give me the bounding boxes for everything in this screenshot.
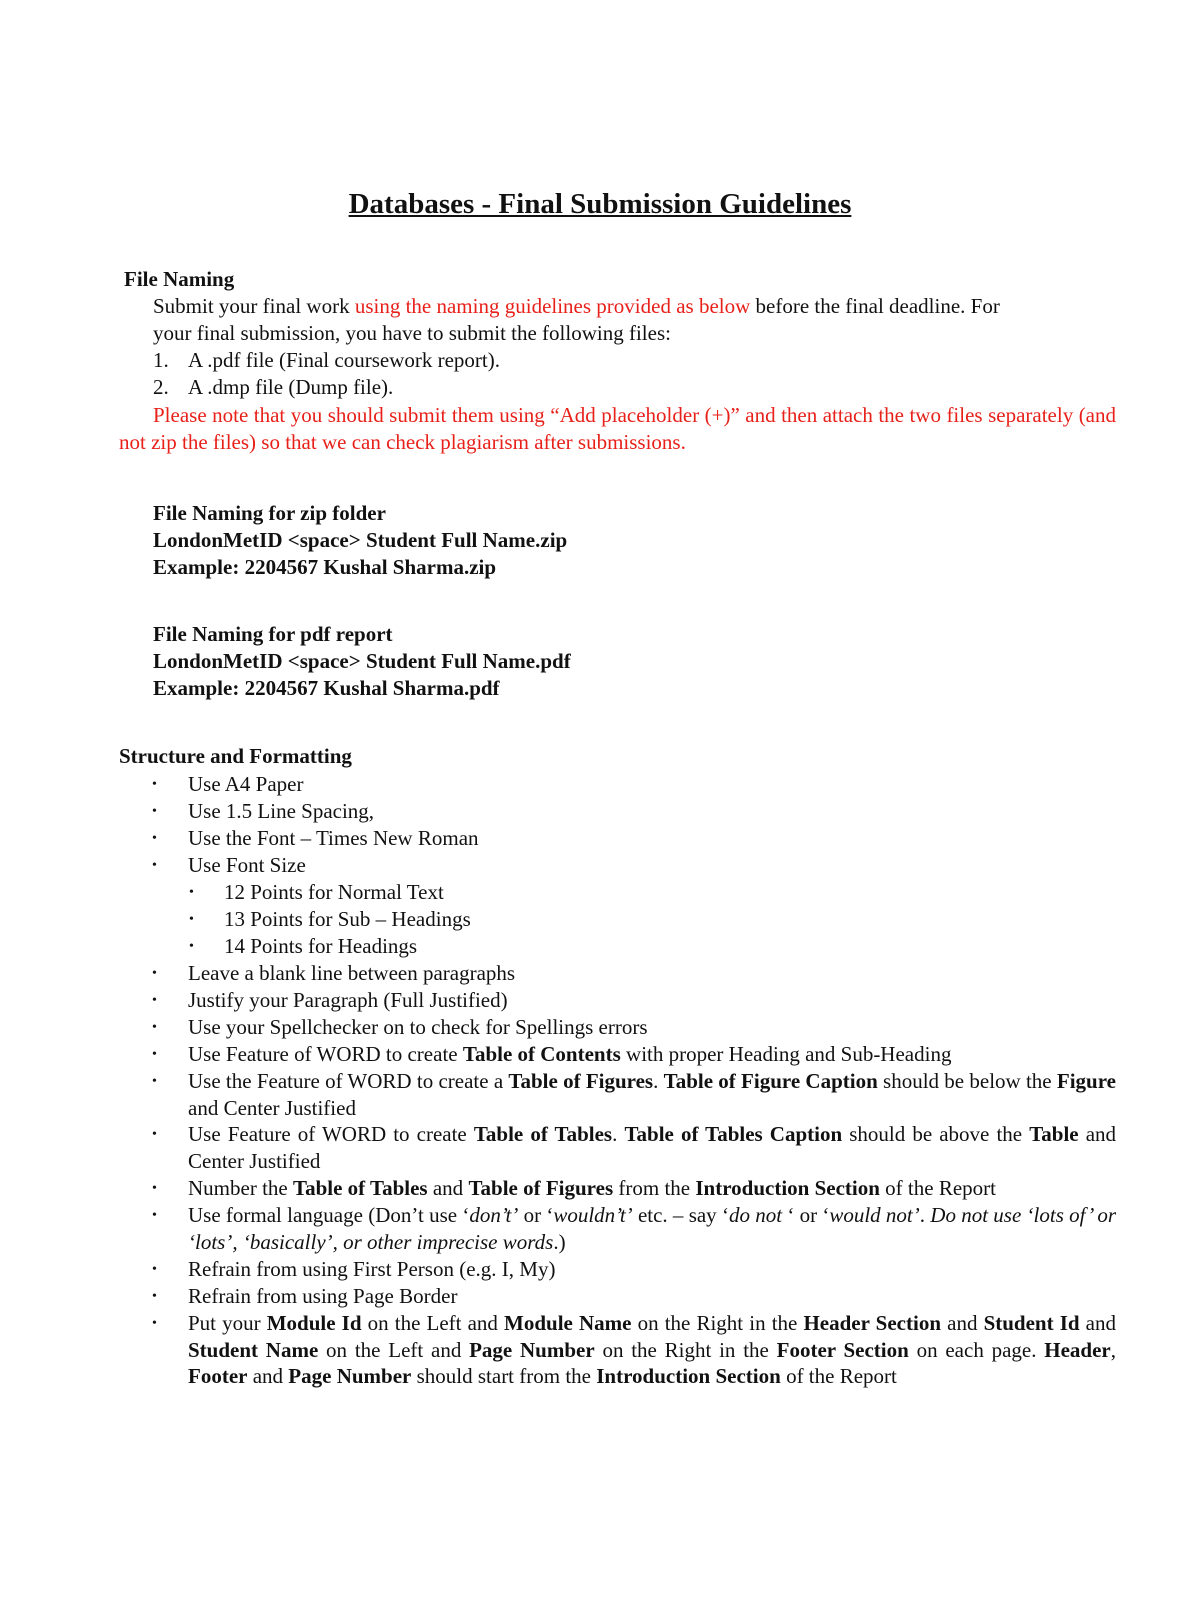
text-run-italic: don’t’ <box>469 1203 519 1227</box>
submission-note <box>119 402 1116 455</box>
pdf-naming-example: Example: 2204567 Kushal Sharma.pdf <box>153 676 500 700</box>
list-number-1: 1. <box>153 348 169 372</box>
text-run: with proper Heading and Sub-Heading <box>620 1042 952 1066</box>
bullet-marker: • <box>152 1181 157 1196</box>
bullet-blank-line: Leave a blank line between paragraphs <box>188 961 516 985</box>
file-naming-intro-line1 <box>153 293 1000 320</box>
bullet-marker: • <box>152 1074 157 1089</box>
bullet-table-of-contents <box>188 1041 951 1068</box>
text-run: should be below the <box>877 1069 1057 1093</box>
text-run: or ‘ <box>518 1203 554 1227</box>
text-run: Use the Feature of WORD to create a <box>188 1069 509 1093</box>
file-naming-heading: File Naming <box>124 267 235 291</box>
intro-text-red: using the naming guidelines provided as below <box>354 294 751 318</box>
text-run-bold: Table of Tables Caption <box>624 1122 843 1146</box>
bullet-marker: • <box>152 966 157 981</box>
bullet-page-border: Refrain from using Page Border <box>188 1284 458 1308</box>
bullet-header-footer <box>188 1310 1116 1390</box>
text-run: on each page. <box>908 1337 1045 1362</box>
bullet-table-of-figures <box>188 1068 1116 1121</box>
text-run-bold: Introduction Section <box>695 1176 880 1200</box>
text-run: should start from the <box>411 1364 597 1388</box>
bullet-marker: • <box>152 1262 157 1277</box>
zip-naming-example: Example: 2204567 Kushal Sharma.zip <box>153 555 497 579</box>
bullet-marker: • <box>152 1020 157 1035</box>
text-run: on the Left and <box>318 1337 470 1362</box>
text-run: and <box>941 1311 984 1335</box>
page-title: Databases - Final Submission Guidelines <box>348 188 852 220</box>
text-run-bold: Page Number <box>288 1364 412 1388</box>
text-run: . <box>612 1122 625 1146</box>
text-run: and Center Justified <box>188 1122 1117 1173</box>
list-number-2: 2. <box>153 375 169 399</box>
text-run: of the Report <box>780 1364 897 1388</box>
bullet-font: Use the Font – Times New Roman <box>188 826 479 850</box>
text-run-bold: Student Id <box>983 1311 1080 1335</box>
bullet-marker: • <box>152 804 157 819</box>
text-run-bold: Page Number <box>469 1337 595 1362</box>
submission-note-line1: Please note that you should submit them using “Add placeholder (+)” and then attach the two files <box>153 403 983 427</box>
bullet-justify: Justify your Paragraph (Full Justified) <box>188 988 508 1012</box>
text-run: ‘ or ‘ <box>782 1203 830 1227</box>
sub-bullet-marker: • <box>189 939 194 954</box>
intro-text-b: before the final deadline. For <box>750 294 1000 318</box>
text-run-bold: Module Name <box>504 1311 632 1335</box>
text-run-italic: Do not use ‘lots of’ or ‘lots’, ‘basically’, or other imprecise words <box>188 1203 1117 1254</box>
sub-bullet-sub-headings: 13 Points for Sub – Headings <box>224 907 471 931</box>
bullet-spellchecker: Use your Spellchecker on to check for Spellings errors <box>188 1015 648 1039</box>
text-run: .) <box>553 1229 566 1254</box>
bullet-marker: • <box>152 1316 157 1331</box>
text-run: . <box>653 1069 664 1093</box>
text-run-bold: Table of Tables <box>292 1176 428 1200</box>
text-run: Use Feature of WORD to create <box>188 1042 463 1066</box>
text-run: Use formal language (Don’t use ‘ <box>188 1203 470 1227</box>
structure-heading: Structure and Formatting <box>119 744 352 768</box>
text-run: and Center Justified <box>188 1095 356 1120</box>
sub-bullet-marker: • <box>189 885 194 900</box>
bullet-font-size: Use Font Size <box>188 853 306 877</box>
bullet-marker: • <box>152 1208 157 1223</box>
bullet-formal-language <box>188 1202 1116 1255</box>
pdf-naming-heading: File Naming for pdf report <box>153 622 393 646</box>
text-run-bold: Student Name <box>188 1337 319 1362</box>
text-run-bold: Footer <box>188 1364 248 1388</box>
text-run: Put your <box>188 1311 267 1335</box>
text-run: from the <box>613 1176 696 1200</box>
text-run: , <box>1110 1337 1116 1362</box>
text-run: and <box>1079 1311 1116 1335</box>
text-run-italic: wouldn’t’ <box>553 1203 633 1227</box>
bullet-marker: • <box>152 1127 157 1142</box>
text-run: . <box>919 1203 931 1227</box>
bullet-marker: • <box>152 831 157 846</box>
text-run: of the Report <box>879 1176 996 1200</box>
text-run-bold: Table of Contents <box>462 1042 621 1066</box>
zip-naming-pattern: LondonMetID <space> Student Full Name.zip <box>153 528 568 552</box>
text-run-bold: Introduction Section <box>596 1364 781 1388</box>
text-run-bold: Table of Tables <box>473 1122 613 1146</box>
text-run-bold: Table <box>1029 1122 1079 1146</box>
text-run: on the Right in the <box>594 1337 777 1362</box>
bullet-marker: • <box>152 777 157 792</box>
bullet-numbering <box>188 1175 996 1202</box>
text-run-italic: do not <box>728 1203 783 1227</box>
text-run: Number the <box>188 1176 293 1200</box>
text-run-italic: would not’ <box>829 1203 920 1227</box>
bullet-marker: • <box>152 858 157 873</box>
bullet-first-person: Refrain from using First Person (e.g. I, My) <box>188 1257 556 1281</box>
text-run: Use Feature of WORD to create <box>188 1122 474 1146</box>
text-run: on the Right in the <box>631 1311 804 1335</box>
text-run-bold: Footer Section <box>776 1337 909 1362</box>
text-run-bold: Header <box>1044 1337 1111 1362</box>
bullet-marker: • <box>152 1047 157 1062</box>
text-run: and <box>247 1364 289 1388</box>
submission-note-line2: separately (and not zip the files) so that we can check plagiarism after submissions. <box>119 403 1117 454</box>
intro-text-a: Submit your final work <box>153 294 355 318</box>
text-run-bold: Module Id <box>266 1311 362 1335</box>
bullet-marker: • <box>152 993 157 1008</box>
text-run: etc. – say ‘ <box>632 1203 729 1227</box>
bullet-table-of-tables <box>188 1121 1116 1174</box>
text-run-bold: Header Section <box>803 1311 942 1335</box>
text-run: should be above the <box>842 1122 1030 1146</box>
text-run: and <box>427 1176 469 1200</box>
bullet-line-spacing: Use 1.5 Line Spacing, <box>188 799 375 823</box>
sub-bullet-normal-text: 12 Points for Normal Text <box>224 880 444 904</box>
bullet-marker: • <box>152 1289 157 1304</box>
text-run-bold: Figure <box>1056 1069 1116 1093</box>
text-run: on the Left and <box>361 1311 505 1335</box>
zip-naming-heading: File Naming for zip folder <box>153 501 386 525</box>
file-naming-intro-line2: your final submission, you have to submit the following files: <box>153 321 671 345</box>
text-run-bold: Table of Figures <box>468 1176 614 1200</box>
text-run-bold: Table of Figures <box>508 1069 654 1093</box>
bullet-a4-paper: Use A4 Paper <box>188 772 304 796</box>
sub-bullet-headings: 14 Points for Headings <box>224 934 418 958</box>
text-run-bold: Table of Figure Caption <box>663 1069 878 1093</box>
pdf-naming-pattern: LondonMetID <space> Student Full Name.pdf <box>153 649 571 673</box>
list-item-pdf-file: A .pdf file (Final coursework report). <box>188 348 500 372</box>
sub-bullet-marker: • <box>189 912 194 927</box>
list-item-dmp-file: A .dmp file (Dump file). <box>188 375 394 399</box>
